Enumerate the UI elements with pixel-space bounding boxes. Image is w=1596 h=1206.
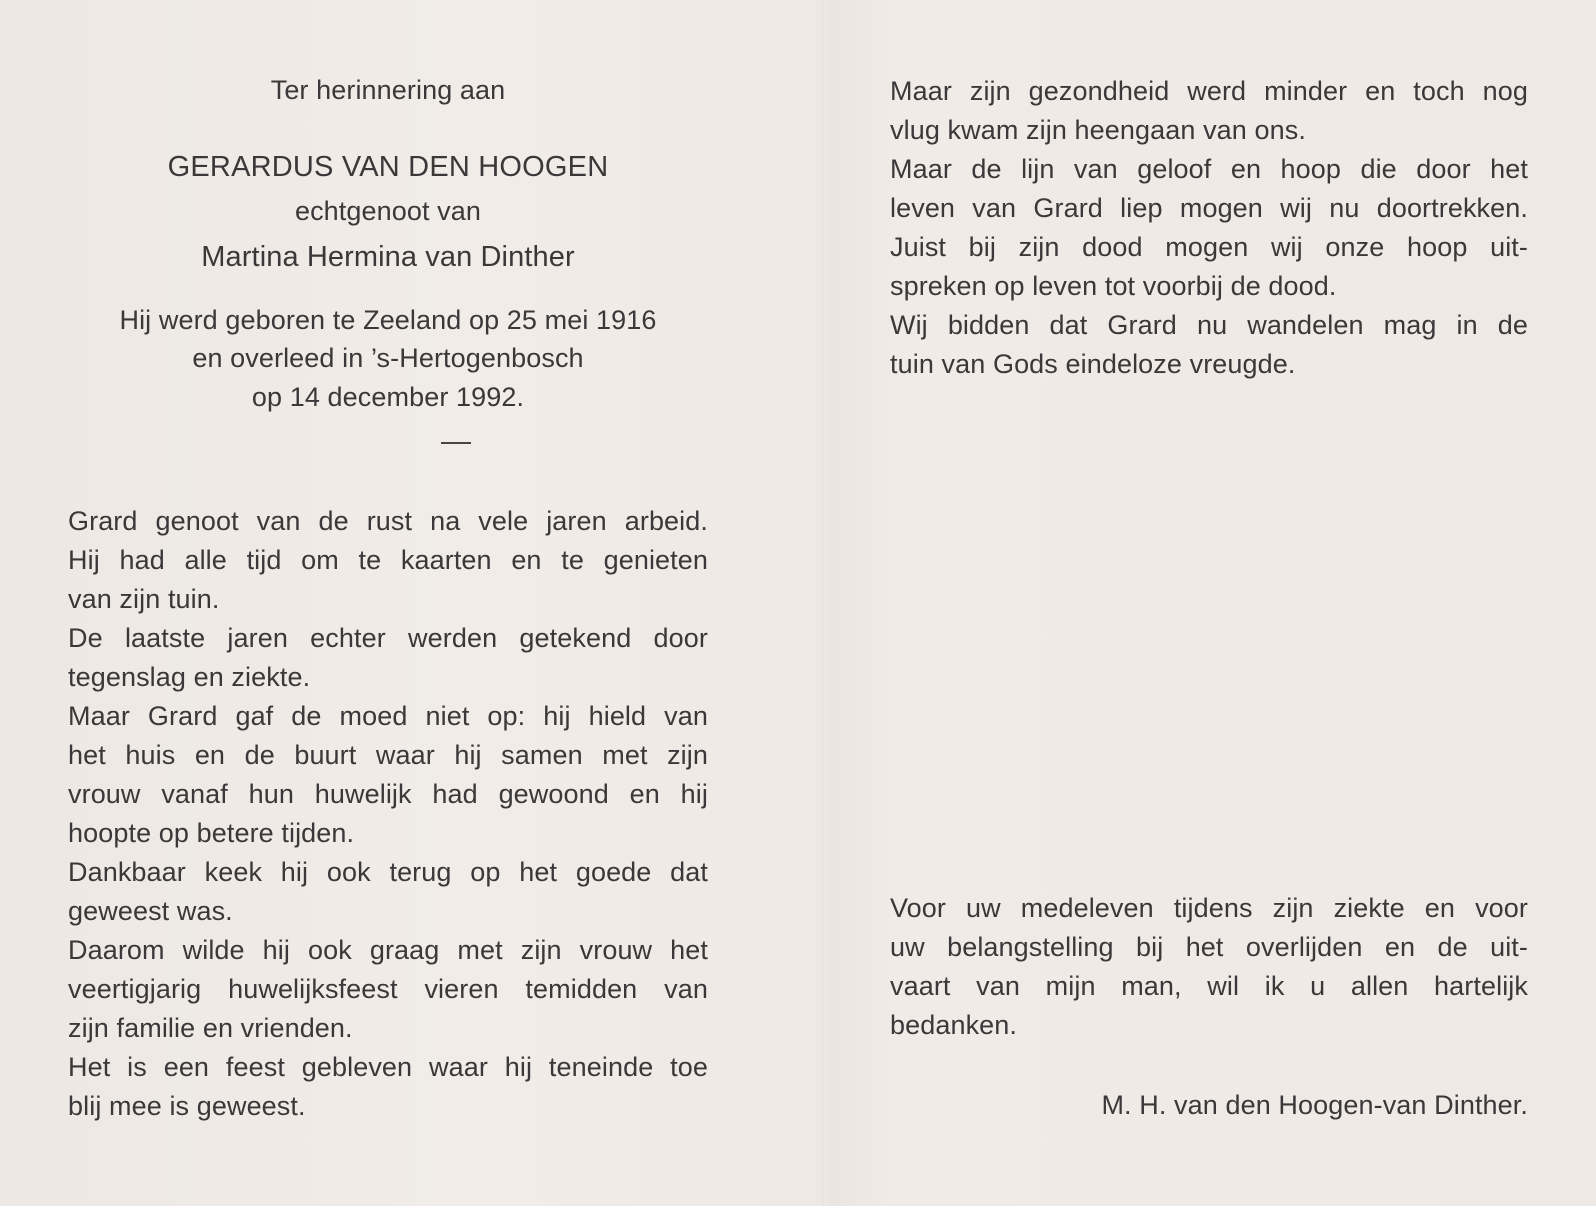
right-body-line: vlug kwam zijn heengaan van ons. (890, 115, 1306, 145)
thanks-line: uw belangstelling bij het overlijden en de uit- (890, 932, 1528, 962)
thanks-line: Voor uw medeleven tijdens zijn ziekte en voor (890, 893, 1528, 923)
left-body-line: tegenslag en ziekte. (68, 662, 311, 692)
left-body-line: Maar Grard gaf de moed niet op: hij hield van (68, 701, 708, 731)
thanks-line: vaart van mijn man, wil ik u allen hartelijk (890, 971, 1528, 1001)
left-body-line: hoopte op betere tijden. (68, 818, 355, 848)
separator-dash (441, 442, 471, 444)
right-body-line: Juist bij zijn dood mogen wij onze hoop uit- (890, 232, 1528, 262)
thanks-line: bedanken. (890, 1010, 1018, 1040)
card-fold (823, 0, 825, 1206)
right-body-line: Maar zijn gezondheid werd minder en toch nog (890, 76, 1528, 106)
signature-text: M. H. van den Hoogen-van Dinther. (1101, 1090, 1528, 1120)
right-body-line: Wij bidden dat Grard nu wandelen mag in de (890, 310, 1528, 340)
relation-text: echtgenoot van (294, 196, 482, 226)
left-body-line: zijn familie en vrienden. (68, 1013, 353, 1043)
death-place-text: en overleed in ’s-Hertogenbosch (192, 343, 584, 373)
left-body-line: van zijn tuin. (68, 584, 220, 614)
left-body-line: blij mee is geweest. (68, 1091, 306, 1121)
right-body-line: Maar de lijn van geloof en hoop die door het (890, 154, 1528, 184)
left-body-line: veertigjarig huwelijksfeest vieren temidden van (68, 974, 708, 1004)
left-body-line: Grard genoot van de rust na vele jaren arbeid. (68, 506, 708, 536)
left-body-line: Dankbaar keek hij ook terug op het goede dat (68, 857, 708, 887)
right-body-line: tuin van Gods eindeloze vreugde. (890, 349, 1296, 379)
left-body-line: Het is een feest gebleven waar hij teneinde toe (68, 1052, 708, 1082)
intro-text: Ter herinnering aan (270, 75, 506, 105)
right-body-line: leven van Grard liep mogen wij nu doortrekken. (890, 193, 1528, 223)
left-body-line: het huis en de buurt waar hij samen met zijn (68, 740, 708, 770)
right-body-line: spreken op leven tot voorbij de dood. (890, 271, 1337, 301)
deceased-name: GERARDUS VAN DEN HOOGEN (167, 151, 609, 183)
left-body-line: geweest was. (68, 896, 233, 926)
left-body-line: Hij had alle tijd om te kaarten en te genieten (68, 545, 708, 575)
left-body-line: Daarom wilde hij ook graag met zijn vrouw het (68, 935, 708, 965)
left-body-line: De laatste jaren echter werden getekend door (68, 623, 708, 653)
birth-text: Hij werd geboren te Zeeland op 25 mei 1916 (119, 305, 657, 335)
spouse-name: Martina Hermina van Dinther (201, 241, 575, 273)
left-body-line: vrouw vanaf hun huwelijk had gewoond en hij (68, 779, 708, 809)
death-date-text: op 14 december 1992. (251, 382, 525, 412)
